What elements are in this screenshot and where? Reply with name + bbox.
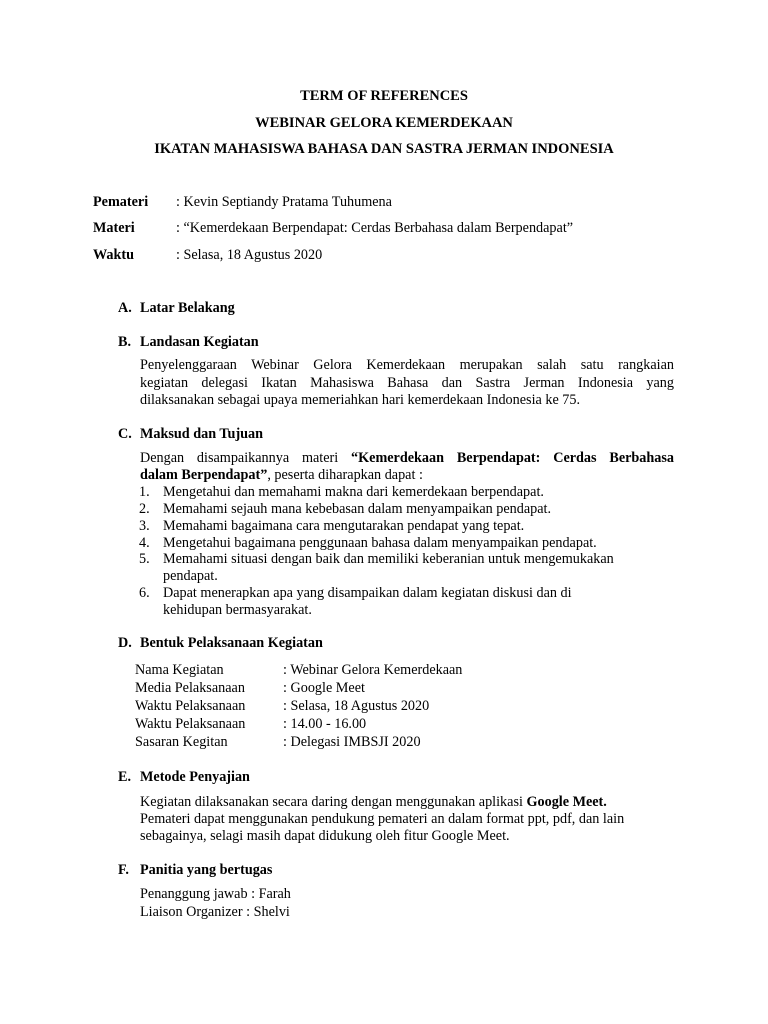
list-item-continuation: pendapat. [163, 568, 218, 584]
list-item-number: 6. [139, 585, 150, 601]
detail-label: Waktu Pelaksanaan [135, 698, 246, 714]
section-e-letter: E. [118, 769, 132, 785]
detail-value: : Delegasi IMBSJI 2020 [283, 734, 421, 750]
section-f-letter: F. [118, 862, 129, 878]
detail-value: : Google Meet [283, 680, 365, 696]
committee-member: Penanggung jawab : Farah [140, 886, 291, 902]
section-e-text: Kegiatan dilaksanakan secara daring dengan menggunakan aplikasi [140, 794, 523, 810]
detail-label: Nama Kegiatan [135, 662, 224, 678]
list-item: Dapat menerapkan apa yang disampaikan dalam kegiatan diskusi dan di [163, 585, 572, 601]
detail-label: Waktu Pelaksanaan [135, 716, 246, 732]
section-c-intro-emphasis: “Kemerdekaan Berpendapat: Cerdas Berbahasa [351, 450, 674, 466]
organization-title: IKATAN MAHASISWA BAHASA DAN SASTRA JERMAN INDONESIA [154, 141, 614, 157]
detail-value: : Webinar Gelora Kemerdekaan [283, 662, 463, 678]
info-label-waktu: Waktu [93, 247, 135, 263]
list-item: Mengetahui dan memahami makna dari kemerdekaan berpendapat. [163, 484, 544, 500]
section-b-paragraph-line: kegiatan delegasi Ikatan Mahasiswa Bahasa dan Sastra Jerman Indonesia yang [140, 375, 674, 391]
section-b-heading: Landasan Kegiatan [140, 334, 259, 350]
section-c-letter: C. [118, 426, 132, 442]
list-item: Memahami bagaimana cara mengutarakan pendapat yang tepat. [163, 518, 525, 534]
info-label-materi: Materi [93, 220, 135, 236]
section-b-paragraph-line: dilaksanakan sebagai upaya memeriahkan hari kemerdekaan Indonesia ke 75. [140, 392, 581, 408]
section-c-intro-line-2 [140, 467, 423, 484]
list-item: Memahami sejauh mana kebebasan dalam menyampaikan pendapat. [163, 501, 552, 517]
section-c-heading: Maksud dan Tujuan [140, 426, 264, 442]
document-title: TERM OF REFERENCES [300, 88, 468, 104]
list-item-continuation: kehidupan bermasyarakat. [163, 602, 312, 618]
list-item-number: 1. [139, 484, 150, 500]
section-e-paragraph-line: Pemateri dapat menggunakan pendukung pemateri an dalam format ppt, pdf, dan lain [140, 811, 625, 827]
section-c-intro-text: Dengan disampaikannya materi [140, 450, 339, 466]
list-item-number: 4. [139, 535, 150, 551]
section-e-paragraph-line [140, 794, 607, 811]
list-item: Memahami situasi dengan baik dan memiliki keberanian untuk mengemukakan [163, 551, 614, 567]
section-c-intro-line [140, 450, 674, 467]
section-c-intro-tail: , peserta diharapkan dapat : [267, 467, 423, 483]
document-subtitle: WEBINAR GELORA KEMERDEKAAN [255, 115, 513, 131]
detail-value: : Selasa, 18 Agustus 2020 [283, 698, 430, 714]
section-f-heading: Panitia yang bertugas [140, 862, 273, 878]
detail-label: Media Pelaksanaan [135, 680, 245, 696]
section-b-paragraph-line: Penyelenggaraan Webinar Gelora Kemerdekaan merupakan salah satu rangkaian [140, 357, 674, 373]
detail-label: Sasaran Kegitan [135, 734, 228, 750]
list-item-number: 5. [139, 551, 150, 567]
detail-value: : 14.00 - 16.00 [283, 716, 367, 732]
list-item-number: 3. [139, 518, 150, 534]
section-e-paragraph-line: sebagainya, selagi masih dapat didukung oleh fitur Google Meet. [140, 828, 510, 844]
section-b-letter: B. [118, 334, 132, 350]
info-value-pemateri: : Kevin Septiandy Pratama Tuhumena [176, 194, 392, 210]
section-e-heading: Metode Penyajian [140, 769, 250, 785]
list-item-number: 2. [139, 501, 150, 517]
section-a-heading: Latar Belakang [140, 300, 235, 316]
info-value-materi: : “Kemerdekaan Berpendapat: Cerdas Berbahasa dalam Berpendapat” [176, 220, 574, 236]
section-d-heading: Bentuk Pelaksanaan Kegiatan [140, 635, 323, 651]
section-d-letter: D. [118, 635, 132, 651]
section-a-letter: A. [118, 300, 132, 316]
info-label-pemateri: Pemateri [93, 194, 149, 210]
info-value-waktu: : Selasa, 18 Agustus 2020 [176, 247, 323, 263]
section-e-app-name: Google Meet. [526, 794, 607, 810]
section-c-intro-emphasis-2: dalam Berpendapat” [140, 467, 268, 483]
list-item: Mengetahui bagaimana penggunaan bahasa dalam menyampaikan pendapat. [163, 535, 597, 551]
committee-member: Liaison Organizer : Shelvi [140, 904, 290, 920]
